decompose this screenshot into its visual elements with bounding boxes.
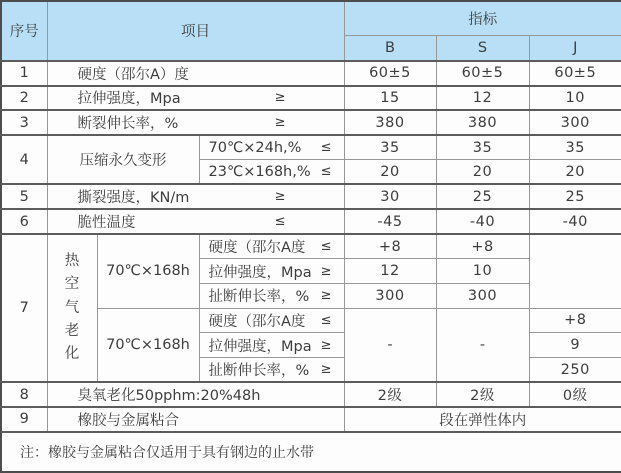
row2-operator: ≥ (274, 90, 286, 106)
header-row-1 (1, 1, 621, 35)
row7-b1-sub3-operator: ≥ (320, 288, 332, 304)
row7-block2-condition: 70℃×168h (97, 308, 199, 382)
row8-item (47, 382, 344, 407)
row4-sub1-value-b: 35 (344, 135, 436, 160)
row6-operator: ≤ (274, 214, 286, 230)
row8-item-label: 臭氧老化50pphm:20%48h (77, 388, 261, 405)
header-grade-j: J (529, 35, 621, 61)
row1-item-label: 硬度（邵尔A）度 (77, 66, 189, 83)
row4-sub2-value-s: 20 (436, 160, 529, 185)
row7-b1-sub3-label: 扯断伸长率，% (208, 289, 310, 306)
row7-b1-value-j-merged (529, 234, 621, 308)
row4-sub1-label-cell (199, 135, 344, 160)
header-col-item: 项目 (47, 1, 344, 61)
row7-item-label: 热空气老化 (64, 253, 80, 362)
row4-sub2-operator: ≤ (320, 164, 332, 180)
row7-b1-sub3-value-b: 300 (344, 283, 436, 308)
header-col-index: 指标 (344, 1, 621, 35)
row5-value-b: 30 (344, 184, 436, 209)
row3-value-s: 380 (436, 110, 529, 135)
table-row (1, 382, 621, 407)
row3-item-label: 断裂伸长率，% (77, 116, 179, 133)
row6-value-j: -40 (529, 209, 621, 234)
row9-merged-value: 段在弹性体内 (344, 407, 621, 432)
table-note: 注：橡胶与金属粘合仅适用于具有钢边的止水带 (1, 432, 621, 472)
row7-b1-sub2-label: 拉伸强度，Mpa (208, 264, 312, 281)
row2-item-label: 拉伸强度，Mpa (77, 91, 181, 108)
row7-block1-condition: 70℃×168h (97, 234, 199, 308)
row5-value-s: 25 (436, 184, 529, 209)
row7-b1-sub2-value-s: 10 (436, 259, 529, 284)
header-grade-b: B (344, 35, 436, 61)
row6-value-s: -40 (436, 209, 529, 234)
header-col-no: 序号 (1, 1, 47, 61)
row4-no: 4 (1, 135, 47, 184)
row6-item (47, 209, 344, 234)
table-row (1, 184, 621, 209)
row7-b2-sub2-label: 拉伸强度，Mpa (208, 338, 312, 355)
table-row (1, 234, 621, 259)
row3-value-j: 300 (529, 110, 621, 135)
row7-b2-sub3-label: 扯断伸长率，% (208, 363, 310, 380)
row1-value-b: 60±5 (344, 61, 436, 86)
row2-no: 2 (1, 86, 47, 111)
note-row (1, 432, 621, 472)
row7-b1-sub1-operator: ≤ (320, 239, 332, 255)
row2-item (47, 86, 344, 111)
row7-b1-sub1-value-s: +8 (436, 234, 529, 259)
row7-b1-sub2-operator: ≥ (320, 263, 332, 279)
row5-value-j: 25 (529, 184, 621, 209)
row9-no: 9 (1, 407, 47, 432)
table-row (1, 61, 621, 86)
row7-b2-value-b-merged: - (344, 308, 436, 382)
row1-item (47, 61, 344, 86)
row7-b2-sub1-value-j: +8 (529, 308, 621, 333)
table-row (1, 407, 621, 432)
row7-b2-sub1-label-cell (199, 308, 344, 333)
row3-value-b: 380 (344, 110, 436, 135)
table-row (1, 209, 621, 234)
row7-b1-sub1-value-b: +8 (344, 234, 436, 259)
row4-sub1-operator: ≤ (320, 140, 332, 156)
row9-item (47, 407, 344, 432)
row8-value-b: 2级 (344, 382, 436, 407)
row8-value-s: 2级 (436, 382, 529, 407)
row3-item (47, 110, 344, 135)
row5-operator: ≥ (274, 189, 286, 205)
row8-no: 8 (1, 382, 47, 407)
row5-no: 5 (1, 184, 47, 209)
row7-b2-sub3-label-cell (199, 358, 344, 383)
row7-item (47, 234, 97, 382)
row5-item (47, 184, 344, 209)
row7-b2-sub1-label: 硬度（邵尔A度 (208, 313, 306, 330)
row7-no: 7 (1, 234, 47, 382)
row7-b2-value-s-merged: - (436, 308, 529, 382)
row4-sub2-label: 23℃×168h,% (208, 163, 311, 180)
row8-value-j: 0级 (529, 382, 621, 407)
table-row (1, 86, 621, 111)
row1-value-s: 60±5 (436, 61, 529, 86)
row7-b2-sub1-operator: ≤ (320, 312, 332, 328)
row7-b1-sub3-value-s: 300 (436, 283, 529, 308)
row1-value-j: 60±5 (529, 61, 621, 86)
row4-item: 压缩永久变形 (47, 135, 199, 184)
row4-sub2-value-b: 20 (344, 160, 436, 185)
row2-value-b: 15 (344, 86, 436, 111)
row7-b2-sub2-value-j: 9 (529, 333, 621, 358)
table-row (1, 110, 621, 135)
row1-no: 1 (1, 61, 47, 86)
row7-b1-sub1-label-cell (199, 234, 344, 259)
row5-item-label: 撕裂强度，KN/m (77, 190, 190, 207)
row7-b2-sub2-label-cell (199, 333, 344, 358)
row6-no: 6 (1, 209, 47, 234)
row7-b1-sub3-label-cell (199, 283, 344, 308)
row6-value-b: -45 (344, 209, 436, 234)
row3-no: 3 (1, 110, 47, 135)
row4-sub2-value-j: 20 (529, 160, 621, 185)
row7-b2-sub3-value-j: 250 (529, 358, 621, 383)
table-row (1, 135, 621, 160)
row2-value-s: 12 (436, 86, 529, 111)
row2-value-j: 10 (529, 86, 621, 111)
row7-b1-sub1-label: 硬度（邵尔A度 (208, 240, 306, 257)
row6-item-label: 脆性温度 (77, 215, 136, 232)
row4-sub1-label: 70℃×24h,% (208, 139, 302, 156)
row4-sub2-label-cell (199, 160, 344, 185)
row7-b1-sub2-value-b: 12 (344, 259, 436, 284)
row9-item-label: 橡胶与金属粘合 (77, 412, 179, 429)
row4-sub1-value-j: 35 (529, 135, 621, 160)
row7-b2-sub3-operator: ≥ (320, 362, 332, 378)
row4-sub1-value-s: 35 (436, 135, 529, 160)
header-grade-s: S (436, 35, 529, 61)
row7-b1-sub2-label-cell (199, 259, 344, 284)
row7-b2-sub2-operator: ≥ (320, 337, 332, 353)
row3-operator: ≥ (274, 115, 286, 131)
